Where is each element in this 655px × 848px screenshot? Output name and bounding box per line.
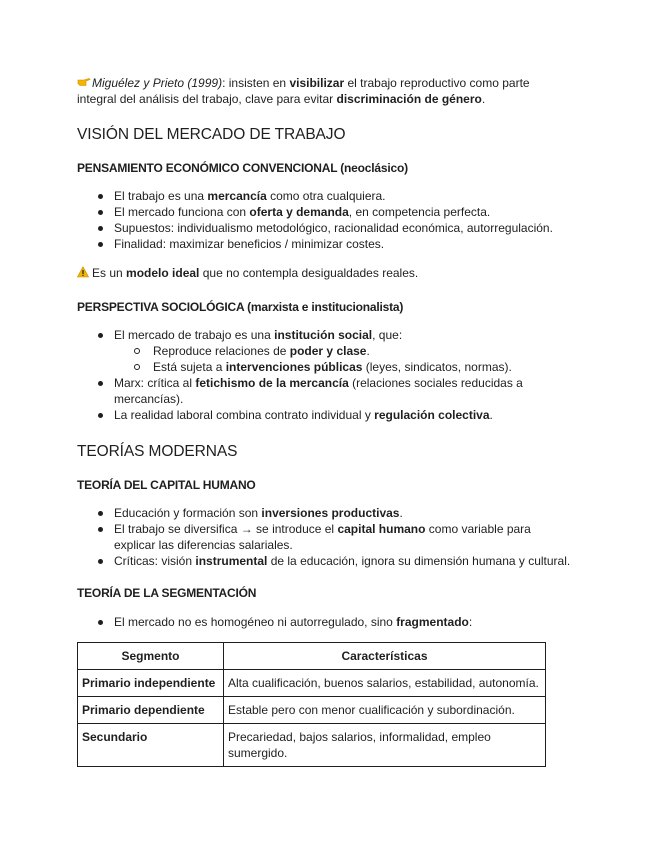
document-page: [77, 75, 572, 767]
list-item: Supuestos: individualismo metodológico, racionalidad económica, autorregulación.: [77, 220, 572, 236]
list-item: La realidad laboral combina contrato individual y regulación colectiva.: [77, 407, 572, 423]
subheading-sociological: PERSPECTIVA SOCIOLÓGICA (marxista e institucionalista): [77, 300, 404, 314]
subheading-segmentation: TEORÍA DE LA SEGMENTACIÓN: [77, 586, 257, 600]
subheading-neoclassic: PENSAMIENTO ECONÓMICO CONVENCIONAL (neoclásico): [77, 161, 408, 175]
section-heading-vision: VISIÓN DEL MERCADO DE TRABAJO: [77, 126, 346, 143]
sub-list-item: Está sujeta a intervenciones públicas (leyes, sindicatos, normas).: [77, 359, 572, 375]
sub-list-item: Reproduce relaciones de poder y clase.: [77, 343, 572, 359]
table-header: Segmento: [78, 643, 224, 670]
list-item: Marx: crítica al fetichismo de la mercancía (relaciones sociales reducidas a mercancías).: [77, 375, 572, 407]
table-cell: Primario dependiente: [78, 697, 224, 724]
list-item: El trabajo se diversifica → se introduce el capital humano como variable para explicar las diferencias salariales.: [77, 521, 572, 553]
sociological-list: [77, 327, 572, 423]
table-cell: Alta cualificación, buenos salarios, estabilidad, autonomía.: [224, 670, 546, 697]
sub-list: [114, 343, 572, 375]
list-item: Educación y formación son inversiones productivas.: [77, 505, 572, 521]
pointing-hand-icon: [77, 75, 92, 91]
table-cell: Estable pero con menor cualificación y subordinación.: [224, 697, 546, 724]
list-item: Finalidad: maximizar beneficios / minimizar costes.: [77, 236, 572, 252]
list-item: Críticas: visión instrumental de la educación, ignora su dimensión humana y cultural.: [77, 553, 572, 569]
warning-note: Es un modelo ideal que no contempla desigualdades reales.: [77, 265, 572, 281]
table-row: [78, 697, 546, 724]
intro-authors: Miguélez y Prieto (1999): [92, 76, 223, 90]
table-row: [78, 670, 546, 697]
table-cell: Secundario: [78, 724, 224, 767]
list-item: El mercado de trabajo es una institución social, que: Reproduce relaciones de poder y clase. Está sujeta a intervenciones públicas (leyes, sindicatos, normas).: [77, 327, 572, 375]
subheading-human-capital: TEORÍA DEL CAPITAL HUMANO: [77, 478, 256, 492]
intro-paragraph: Miguélez y Prieto (1999): insisten en visibilizar el trabajo reproductivo como parte integral del análisis del trabajo, clave para evitar discriminación de género.: [77, 76, 530, 106]
list-item: El mercado funciona con oferta y demanda, en competencia perfecta.: [77, 204, 572, 220]
segmentation-list: [77, 614, 572, 630]
list-item: El mercado no es homogéneo ni autorregulado, sino fragmentado:: [77, 614, 572, 630]
table-row: [78, 724, 546, 767]
list-item: El trabajo es una mercancía como otra cualquiera.: [77, 188, 572, 204]
table-cell: Primario independiente: [78, 670, 224, 697]
table-header: Características: [224, 643, 546, 670]
table-cell: Precariedad, bajos salarios, informalidad, empleo sumergido.: [224, 724, 546, 767]
segmentation-table: [77, 642, 546, 767]
neoclassic-list: [77, 188, 572, 252]
human-capital-list: [77, 505, 572, 569]
section-heading-modern-theories: TEORÍAS MODERNAS: [77, 443, 238, 460]
warning-icon: [77, 266, 89, 278]
table-header-row: [78, 643, 546, 670]
